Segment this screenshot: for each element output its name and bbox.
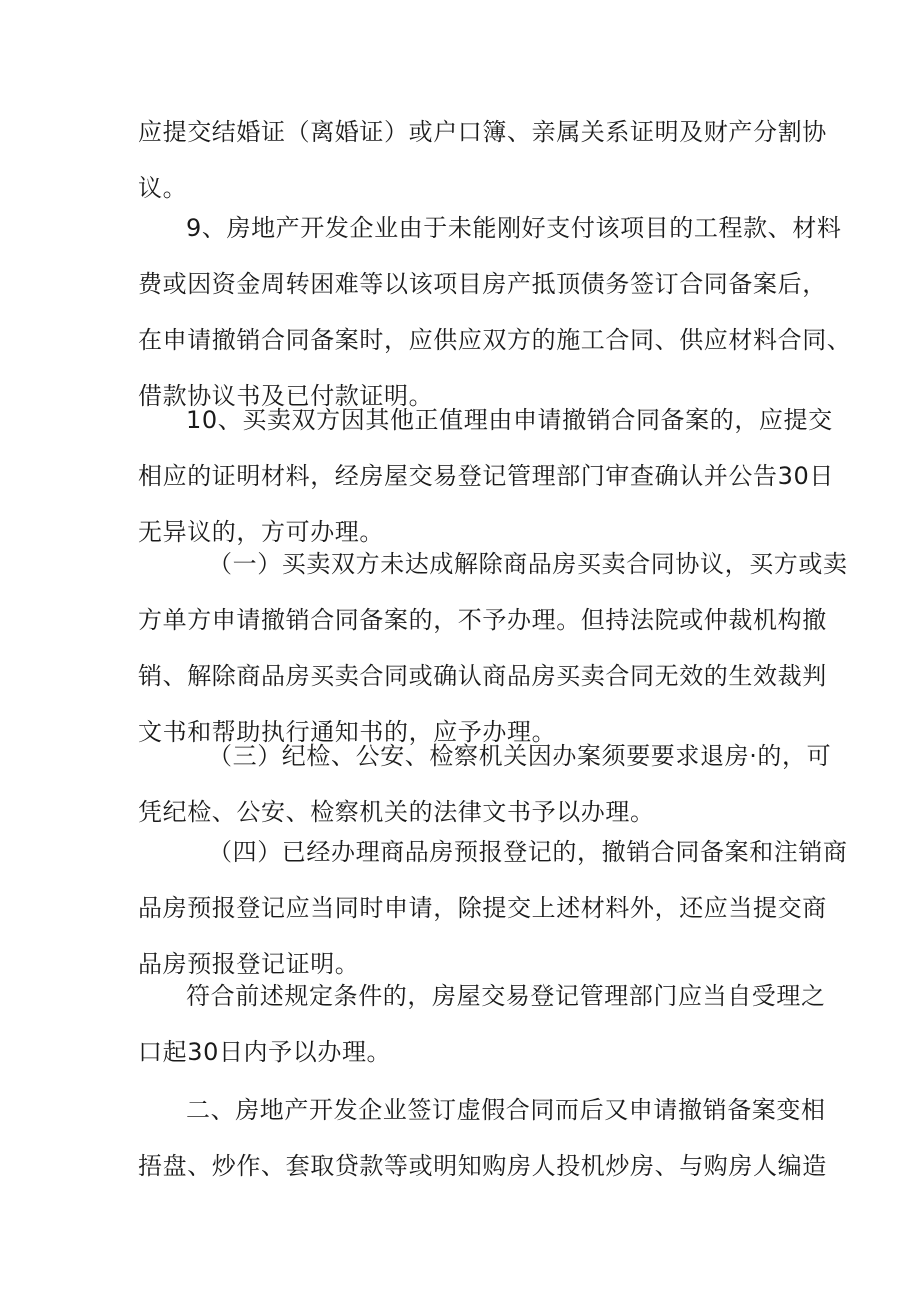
- text-line: 应提交结婚证（离婚证）或户口簿、亲属关系证明及财产分割协: [138, 118, 827, 146]
- text-line: 捂盘、炒作、套取贷款等或明知购房人投机炒房、与购房人编造: [138, 1152, 827, 1180]
- text-line: 符合前述规定条件的，房屋交易登记管理部门应当自受理之: [186, 982, 826, 1010]
- text-line: 口起30日内予以办理。: [138, 1038, 392, 1066]
- paragraph-sub-item-4: [138, 824, 848, 992]
- text-line: 议。: [138, 174, 188, 202]
- paragraph-item-10: [138, 392, 834, 560]
- text-line: （三）纪检、公安、检察机关因办案须要要求退房·的，可: [208, 742, 832, 770]
- text-line: 无异议的，方可办理。: [138, 518, 384, 546]
- paragraph-conformity: [138, 968, 826, 1080]
- text-line: 在申请撤销合同备案时，应供应双方的施工合同、供应材料合同、: [138, 326, 852, 354]
- text-line: 借款协议书及已付款证明。: [138, 382, 434, 410]
- text-line: （四）已经办理商品房预报登记的，撤销合同备案和注销商: [208, 838, 848, 866]
- text-line: 销、解除商品房买卖合同或确认商品房买卖合同无效的生效裁判: [138, 662, 827, 690]
- text-line: 凭纪检、公安、检察机关的法律文书予以办理。: [138, 798, 655, 826]
- paragraph-section-2: [138, 1082, 827, 1194]
- text-line: 品房预报登记应当同时申请，除提交上述材料外，还应当提交商: [138, 894, 827, 922]
- text-line: 费或因资金周转困难等以该项目房产抵顶债务签订合同备案后，: [138, 270, 827, 298]
- text-line: （一）买卖双方未达成解除商品房买卖合同协议，买方或卖: [208, 550, 848, 578]
- paragraph-sub-item-1: [138, 536, 848, 760]
- text-line: 二、房地产开发企业签订虚假合同而后又申请撤销备案变相: [186, 1096, 826, 1124]
- text-line: 相应的证明材料，经房屋交易登记管理部门审查确认并公告30日: [138, 462, 834, 490]
- paragraph-item-9: [138, 200, 852, 424]
- text-line: 文书和帮助执行通知书的，应予办理。: [138, 718, 557, 746]
- text-line: 10、买卖双方因其他正值理由申请撤销合同备案的，应提交: [186, 406, 833, 434]
- text-line: 品房预报登记证明。: [138, 950, 360, 978]
- text-line: 方单方申请撤销合同备案的，不予办理。但持法院或仲裁机构撤: [138, 606, 827, 634]
- text-line: 9、房地产开发企业由于未能刚好支付该项目的工程款、材料: [186, 214, 842, 242]
